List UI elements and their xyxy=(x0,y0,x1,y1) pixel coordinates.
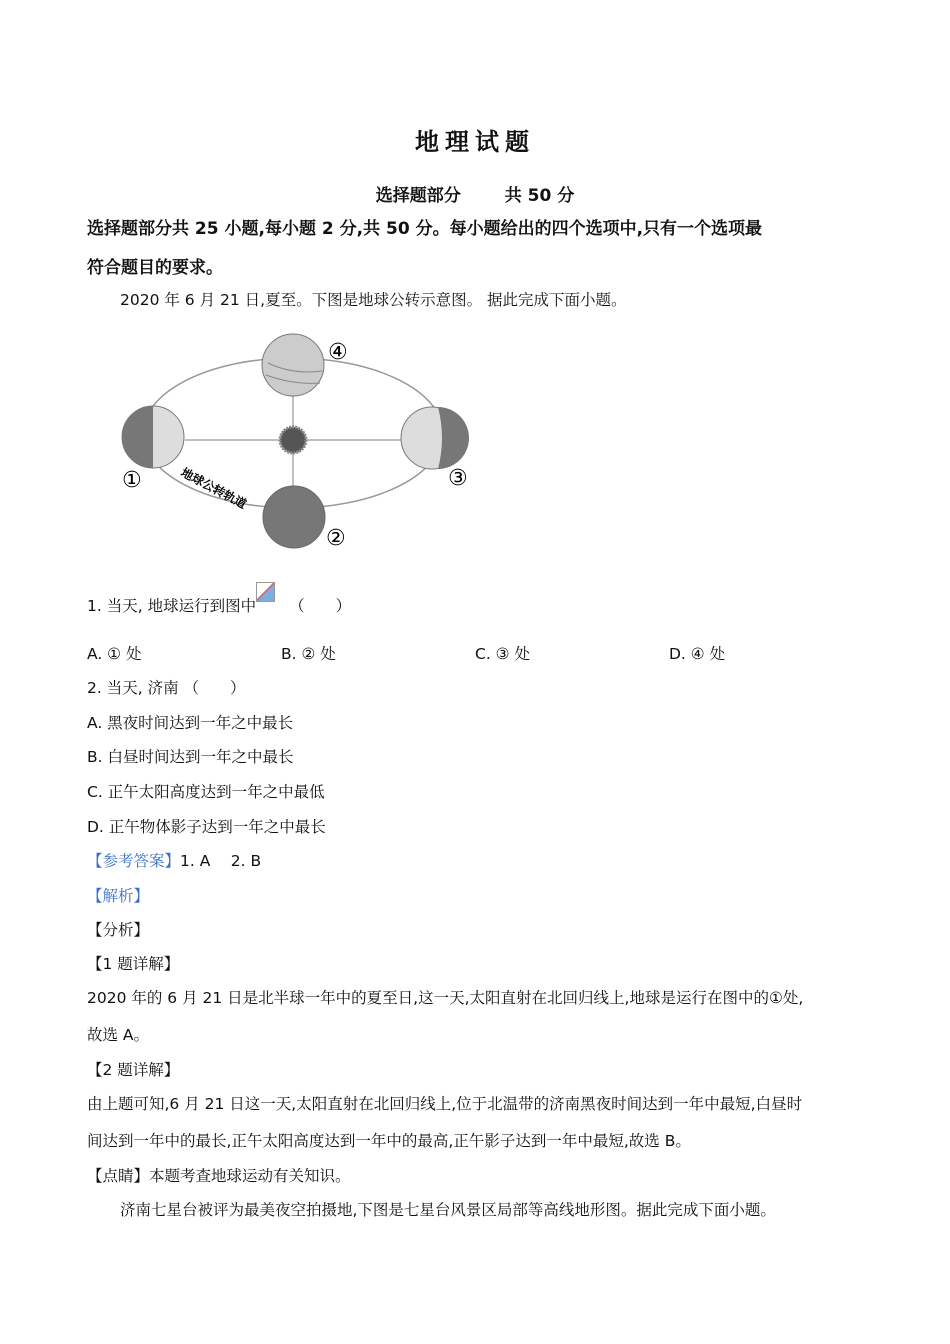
detail-2-line-1: 由上题可知,6 月 21 日这一天,太阳直射在北回归线上,位于北温带的济南黑夜时间达到一年中最短,白昼时 xyxy=(87,1095,803,1113)
detail-2-line-2: 间达到一年中的最长,正午太阳高度达到一年中的最高,正午影子达到一年中最短,故选 B。 xyxy=(87,1132,691,1150)
broken-image-icon xyxy=(256,582,275,602)
q1-option-a: A. ① 处 xyxy=(87,645,142,663)
section-heading xyxy=(0,181,950,206)
sun-icon xyxy=(280,427,306,453)
instructions-line-1: 选择题部分共 25 小题,每小题 2 分,共 50 分。每小题给出的四个选项中,只有一个选项最 xyxy=(87,219,763,239)
detail-1-line-1: 2020 年的 6 月 21 日是北半球一年中的夏至日,这一天,太阳直射在北回归线上,地球是运行在图中的①处, xyxy=(87,989,804,1007)
section-name: 选择题部分 xyxy=(375,186,461,206)
q1-option-c: C. ③ 处 xyxy=(475,645,530,663)
q2-option-c: C. 正午太阳高度达到一年之中最低 xyxy=(87,783,325,801)
earth-2 xyxy=(263,486,325,548)
page-title: 地理试题 xyxy=(415,128,535,156)
answer-label: 【参考答案】 xyxy=(87,852,181,870)
fenxi-label: 【分析】 xyxy=(87,921,150,939)
question-1 xyxy=(87,594,351,616)
q2-option-d: D. 正午物体影子达到一年之中最长 xyxy=(87,818,326,836)
answer-value: 1. A 2. B xyxy=(180,852,262,870)
earth-3 xyxy=(401,407,469,469)
detail-1-label: 【1 题详解】 xyxy=(87,955,180,973)
detail-2-label: 【2 题详解】 xyxy=(87,1061,180,1079)
answer-line xyxy=(87,849,261,871)
label-3: ③ xyxy=(448,466,468,491)
q1-blank: （ ） xyxy=(289,597,352,615)
q1-option-d: D. ④ 处 xyxy=(669,645,726,663)
q2-option-b: B. 白昼时间达到一年之中最长 xyxy=(87,748,294,766)
label-1: ① xyxy=(122,468,142,493)
analysis-label: 【解析】 xyxy=(87,887,150,905)
earth-revolution-diagram xyxy=(110,325,480,555)
label-2: ② xyxy=(326,526,346,551)
section-score: 共 50 分 xyxy=(504,186,575,206)
orbit-label: 地球公转轨道 xyxy=(178,465,249,512)
intro-2: 济南七星台被评为最美夜空拍摄地,下图是七星台风景区局部等高线地形图。据此完成下面小题。 xyxy=(120,1201,776,1219)
earth-4 xyxy=(262,334,324,396)
dianjing: 【点睛】本题考查地球运动有关知识。 xyxy=(87,1167,351,1185)
detail-1-line-2: 故选 A。 xyxy=(87,1026,150,1044)
label-4: ④ xyxy=(328,340,348,365)
intro-text: 2020 年 6 月 21 日,夏至。下图是地球公转示意图。 据此完成下面小题。 xyxy=(120,291,627,309)
instructions-line-2: 符合题目的要求。 xyxy=(87,258,223,278)
q2-option-a: A. 黑夜时间达到一年之中最长 xyxy=(87,714,294,732)
earth-1 xyxy=(122,406,184,468)
q1-stem: 1. 当天, 地球运行到图中 xyxy=(87,597,257,615)
q1-option-b: B. ② 处 xyxy=(281,645,336,663)
question-2: 2. 当天, 济南 （ ） xyxy=(87,679,246,697)
